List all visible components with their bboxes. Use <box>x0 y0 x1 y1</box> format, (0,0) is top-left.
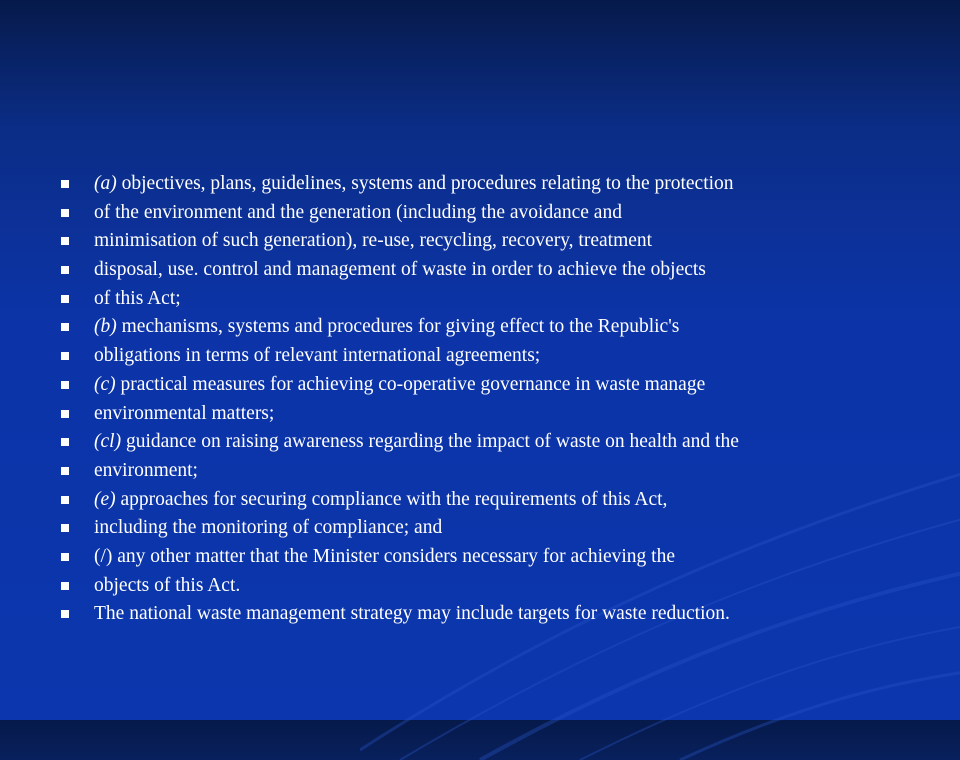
clause-label: (a) <box>94 173 117 194</box>
clause-text: of this Act; <box>94 287 181 309</box>
clause-text: objects of this Act. <box>94 574 241 596</box>
clause-text: obligations in terms of relevant international agreements; <box>94 345 541 367</box>
square-bullet-icon <box>61 496 69 504</box>
clause-text: minimisation of such generation), re-use, recycling, recovery, treatment <box>94 230 653 252</box>
square-bullet-icon <box>61 266 69 274</box>
clause-text: of the environment and the generation (including the avoidance and <box>94 201 622 223</box>
square-bullet-icon <box>61 410 69 418</box>
bullet-text <box>94 400 274 429</box>
bullet-item <box>58 170 938 199</box>
bullet-text <box>94 572 240 601</box>
bullet-item <box>58 256 938 285</box>
bullet-item <box>58 199 938 228</box>
bullet-text <box>94 428 739 457</box>
bullet-text <box>94 227 652 256</box>
clause-text: approaches for securing compliance with the requirements of this Act, <box>115 488 668 510</box>
bullet-text <box>94 514 442 543</box>
bullet-item <box>58 342 938 371</box>
bullet-item <box>58 285 938 314</box>
square-bullet-icon <box>61 524 69 532</box>
bullet-text <box>94 543 675 572</box>
bullet-item <box>58 371 938 400</box>
bullet-text <box>94 371 705 400</box>
clause-text: environmental matters; <box>94 402 275 424</box>
clause-text: disposal, use. control and management of waste in order to achieve the objects <box>94 259 706 281</box>
clause-text: including the monitoring of compliance; and <box>94 517 443 539</box>
clause-text: environment; <box>94 459 198 481</box>
square-bullet-icon <box>61 209 69 217</box>
clause-label: (e) <box>94 488 116 510</box>
bullet-text <box>94 285 181 314</box>
clause-text: mechanisms, systems and procedures for giving effect to the Republic's <box>116 316 680 338</box>
bullet-text <box>94 170 734 199</box>
clause-text: practical measures for achieving co-operative governance in waste manage <box>115 373 706 395</box>
square-bullet-icon <box>61 352 69 360</box>
bullet-list <box>58 170 938 629</box>
bullet-item <box>58 514 938 543</box>
bullet-item <box>58 400 938 429</box>
clause-text: The national waste management strategy may include targets for waste reduction. <box>94 603 730 625</box>
clause-label: (c) <box>94 373 116 395</box>
clause-text: objectives, plans, guidelines, systems and procedures relating to the protection <box>116 173 734 194</box>
bullet-text <box>94 313 679 342</box>
bullet-item <box>58 428 938 457</box>
bullet-text <box>94 486 667 515</box>
bullet-item <box>58 543 938 572</box>
square-bullet-icon <box>61 610 69 618</box>
square-bullet-icon <box>61 553 69 561</box>
bullet-item <box>58 313 938 342</box>
square-bullet-icon <box>61 237 69 245</box>
square-bullet-icon <box>61 295 69 303</box>
square-bullet-icon <box>61 381 69 389</box>
bullet-text <box>94 600 730 629</box>
square-bullet-icon <box>61 582 69 590</box>
bullet-text <box>94 342 540 371</box>
bullet-item <box>58 572 938 601</box>
bullet-text <box>94 256 706 285</box>
bullet-item <box>58 600 938 629</box>
bullet-item <box>58 457 938 486</box>
bullet-item <box>58 227 938 256</box>
square-bullet-icon <box>61 323 69 331</box>
square-bullet-icon <box>61 438 69 446</box>
clause-label: (cl) <box>94 431 122 453</box>
bullet-text <box>94 457 198 486</box>
clause-text: guidance on raising awareness regarding the impact of waste on health and the <box>121 431 739 453</box>
square-bullet-icon <box>61 467 69 475</box>
bullet-text <box>94 199 622 228</box>
square-bullet-icon <box>61 180 69 188</box>
bullet-item <box>58 486 938 515</box>
clause-text: (/) any other matter that the Minister considers necessary for achieving the <box>94 545 676 567</box>
clause-label: (b) <box>94 316 117 338</box>
